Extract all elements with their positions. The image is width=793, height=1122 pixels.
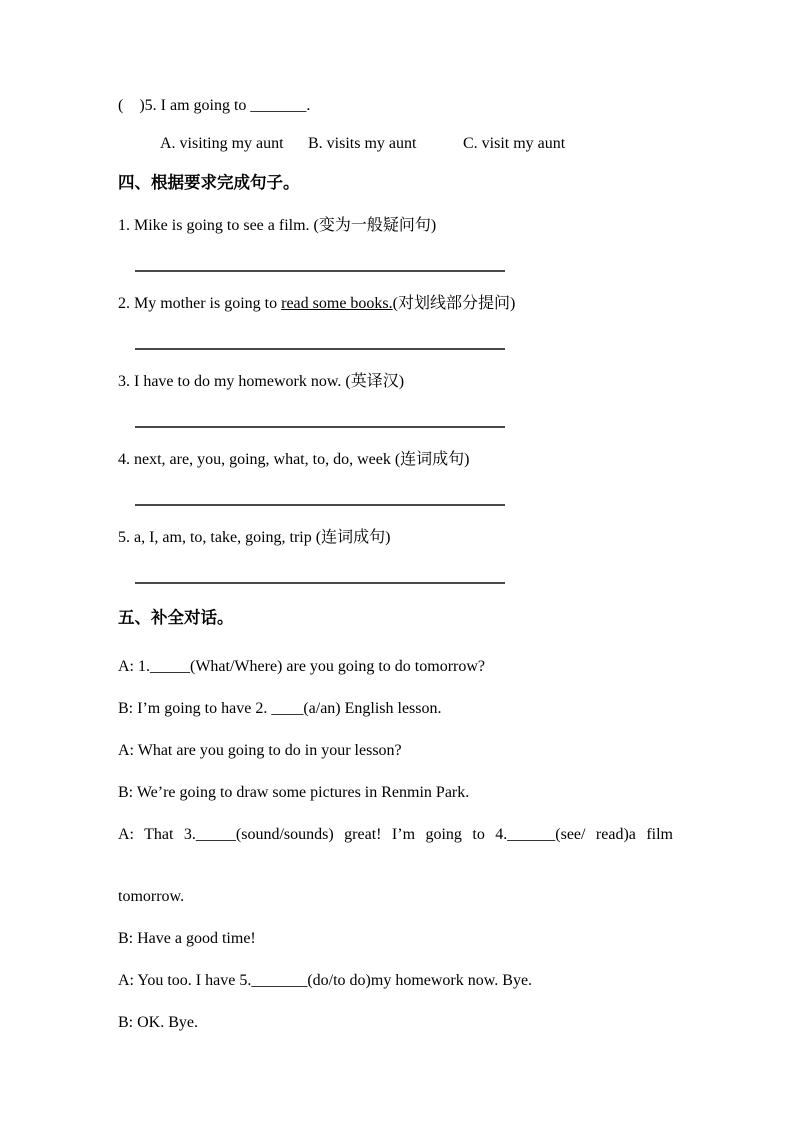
section-four-item-1	[118, 216, 673, 236]
answer-blank-line-3	[135, 426, 505, 428]
dialogue-line-b1-text: B: I’m going to have 2. ____(a/an) English lesson.	[118, 700, 442, 717]
dialogue-line-a3	[118, 825, 673, 865]
dialogue-line-a1	[118, 657, 673, 677]
dialogue-line-a4-text: A: You too. I have 5._______(do/to do)my homework now. Bye.	[118, 972, 533, 989]
dialogue-line-b1	[118, 699, 673, 719]
section-four-heading: 四、根据要求完成句子。	[118, 173, 300, 192]
section-four-item-2-prefix: 2. My mother is going to	[118, 295, 282, 312]
dialogue-line-b4	[118, 1013, 673, 1033]
section-four-item-2-underlined-phrase: read some books.	[281, 295, 393, 312]
section-four-item-2-suffix: (对划线部分提问)	[392, 295, 516, 312]
section-four-item-5-text: 5. a, I, am, to, take, going, trip (连词成句)	[118, 529, 391, 546]
section-four-item-2	[118, 294, 673, 314]
mc-option-c: C. visit my aunt	[463, 135, 566, 152]
mc-option-a: A. visiting my aunt	[160, 135, 284, 152]
dialogue-line-a1-text: A: 1._____(What/Where) are you going to do tomorrow?	[118, 658, 486, 675]
section-four-item-4-text: 4. next, are, you, going, what, to, do, week (连词成句)	[118, 451, 470, 468]
mc-option-b: B. visits my aunt	[308, 135, 417, 152]
dialogue-line-a2-text: A: What are you going to do in your lesson?	[118, 742, 402, 759]
answer-blank-line-5	[135, 582, 505, 584]
dialogue-line-a3-continuation-text: tomorrow.	[118, 888, 185, 905]
dialogue-line-a3-continuation	[118, 887, 673, 907]
dialogue-line-b2	[118, 783, 673, 803]
section-four-item-4	[118, 450, 673, 470]
dialogue-line-b2-text: B: We’re going to draw some pictures in Renmin Park.	[118, 784, 470, 801]
section-four-item-1-text: 1. Mike is going to see a film. (变为一般疑问句)	[118, 217, 437, 234]
dialogue-line-b4-text: B: OK. Bye.	[118, 1014, 198, 1031]
dialogue-line-a4	[118, 971, 673, 991]
answer-blank-line-1	[135, 270, 505, 272]
dialogue-line-a2	[118, 741, 673, 761]
dialogue-line-b3	[118, 929, 673, 949]
section-four-item-3	[118, 372, 673, 392]
mc-question-5-options	[118, 134, 673, 154]
mc-question-5	[118, 96, 673, 116]
answer-blank-line-4	[135, 504, 505, 506]
section-four-item-3-text: 3. I have to do my homework now. (英译汉)	[118, 373, 405, 390]
dialogue-line-a3-text: A: That 3._____(sound/sounds) great! I’m going to 4.______(see/ read)a film	[118, 826, 673, 843]
dialogue-line-b3-text: B: Have a good time!	[118, 930, 256, 947]
answer-blank-line-2	[135, 348, 505, 350]
section-four-item-5	[118, 528, 673, 548]
section-five-heading: 五、补全对话。	[118, 608, 234, 627]
mc-question-5-stem: ( )5. I am going to _______.	[118, 97, 311, 114]
